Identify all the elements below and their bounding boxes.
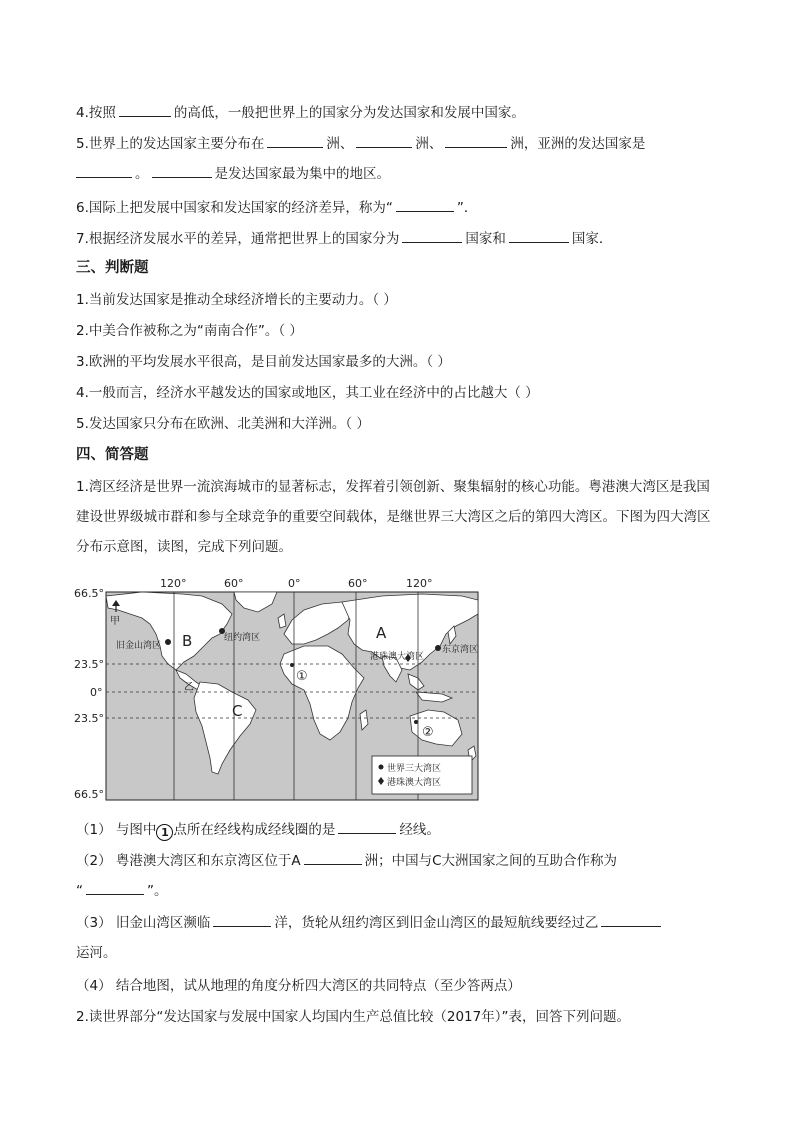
- answer-blank[interactable]: [445, 133, 507, 148]
- gba-label: 港珠澳大湾区: [370, 652, 425, 662]
- legend-dot-label: 世界三大湾区: [387, 764, 442, 774]
- yi-label: 乙: [184, 682, 194, 693]
- answer-blank[interactable]: [304, 850, 362, 865]
- q6-text-pre: 6.国际上把发展中国家和发达国家的经济差异，称为“: [76, 200, 393, 216]
- sub3-mid: 洋，货轮从纽约湾区到旧金山湾区的最短航线要经过乙: [274, 915, 599, 931]
- lat-label: 23.5°: [74, 712, 104, 725]
- region-label-a: A: [376, 624, 387, 642]
- lat-label: 66.5°: [74, 788, 104, 801]
- question-4: [76, 102, 525, 123]
- question-7: [76, 228, 612, 249]
- answer-blank[interactable]: [338, 819, 396, 834]
- answer-blank[interactable]: [402, 228, 462, 243]
- sub1-post: 经线。: [399, 822, 440, 838]
- sub-question-3-line2: 运河。: [76, 945, 117, 961]
- answer-blank[interactable]: [213, 912, 271, 927]
- q6-text-post: ”．: [456, 200, 478, 216]
- answer-blank[interactable]: [119, 102, 171, 117]
- sub-question-3: [76, 912, 664, 933]
- q4-text-pre: 4.按照: [76, 105, 116, 121]
- judge-item: 2.中美合作被称之为“南南合作”。（ ）: [76, 323, 303, 339]
- circle1-label: ①: [296, 669, 308, 684]
- section-4-title: 四、简答题: [76, 447, 149, 463]
- answer-blank[interactable]: [152, 163, 212, 178]
- lat-label: 66.5°: [74, 587, 104, 600]
- q5-text-2: 洲、: [415, 136, 443, 152]
- answer-blank[interactable]: [509, 228, 569, 243]
- circle-1-icon: 1: [156, 824, 173, 841]
- sub-question-2: [76, 850, 617, 871]
- jia-label: 甲: [110, 616, 120, 627]
- q5-text-4: 。: [135, 166, 149, 182]
- sub-question-4: （4） 结合地图，试从地理的角度分析四大湾区的共同特点（至少答两点）: [76, 978, 521, 994]
- q5-text-5: 是发达国家最为集中的地区。: [214, 166, 390, 182]
- judge-item: 3.欧洲的平均发展水平很高，是目前发达国家最多的大洲。（ ）: [76, 354, 451, 370]
- answer-blank[interactable]: [267, 133, 323, 148]
- lat-label: 0°: [90, 686, 103, 699]
- answer-blank[interactable]: [76, 163, 132, 178]
- sub-question-1: [76, 819, 440, 841]
- sub3-pre: （3） 旧金山湾区濒临: [76, 915, 211, 931]
- section-3-title: 三、判断题: [76, 260, 149, 276]
- sub1-pre: （1） 与图中: [76, 822, 157, 838]
- lon-label: 120°: [406, 577, 433, 590]
- sub2-line2-post: ”。: [147, 883, 168, 899]
- circle2-label: ②: [422, 725, 434, 740]
- q5-text-pre: 5.世界上的发达国家主要分布在: [76, 136, 265, 152]
- region-label-b: B: [182, 632, 193, 650]
- q5-text-3: 洲，亚洲的发达国家是: [510, 136, 646, 152]
- question-6: [76, 197, 477, 218]
- answer-blank[interactable]: [86, 880, 144, 895]
- region-label-c: C: [232, 702, 243, 720]
- judge-item: 5.发达国家只分布在欧洲、北美洲和大洋洲。（ ）: [76, 416, 370, 432]
- sub2-mid: 洲；中国与C大洲国家之间的互助合作称为: [364, 853, 618, 869]
- answer-blank[interactable]: [601, 912, 661, 927]
- sub2-line2-pre: “: [76, 883, 83, 899]
- sf-bay-dot: [165, 639, 171, 645]
- legend-diamond-label: 港珠澳大湾区: [387, 778, 442, 788]
- question-1-intro: 1.湾区经济是世界一流滨海城市的显著标志，发挥着引领创新、聚集辐射的核心功能。粤港澳大湾区是我国建设世界级城市群和参与全球竞争的重要空间载体，是继世界三大湾区之后的第四大湾区。下图为四大湾区分布示意图，读图，完成下列问题。: [76, 479, 711, 555]
- q7-text-pre: 7.根据经济发展水平的差异，通常把世界上的国家分为: [76, 231, 400, 247]
- world-bay-map: [72, 574, 482, 806]
- sub2-pre: （2） 粤港澳大湾区和东京湾区位于A: [76, 853, 301, 869]
- q7-text-post: 国家．: [571, 231, 613, 247]
- sub-question-2-line2: [76, 880, 168, 901]
- ny-bay-label: 纽约湾区: [224, 633, 261, 643]
- q4-text-post: 的高低，一般把世界上的国家分为发达国家和发展中国家。: [173, 105, 525, 121]
- lat-label: 23.5°: [74, 658, 104, 671]
- judge-item: 4.一般而言，经济水平越发达的国家或地区，其工业在经济中的占比越大（ ）: [76, 385, 539, 401]
- question-2-intro: 2.读世界部分“发达国家与发展中国家人均国内生产总值比较（2017年）”表，回答下列问题。: [76, 1009, 630, 1025]
- map-legend: [372, 756, 472, 794]
- sf-bay-label: 旧金山湾区: [116, 641, 162, 651]
- lon-label: 120°: [160, 577, 187, 590]
- q5-text-1: 洲、: [326, 136, 354, 152]
- sub1-mid: 点所在经线构成经线圈的是: [173, 822, 336, 838]
- tokyo-bay-label: 东京湾区: [442, 645, 479, 655]
- question-5-line2: [76, 163, 390, 184]
- judge-item: 1.当前发达国家是推动全球经济增长的主要动力。（ ）: [76, 292, 397, 308]
- tokyo-bay-dot: [435, 645, 441, 651]
- answer-blank[interactable]: [396, 197, 454, 212]
- lon-label: 60°: [348, 577, 368, 590]
- lon-label: 0°: [288, 577, 301, 590]
- q7-text-mid: 国家和: [465, 231, 506, 247]
- lon-label: 60°: [224, 577, 244, 590]
- answer-blank[interactable]: [356, 133, 412, 148]
- question-5-line1: [76, 133, 645, 154]
